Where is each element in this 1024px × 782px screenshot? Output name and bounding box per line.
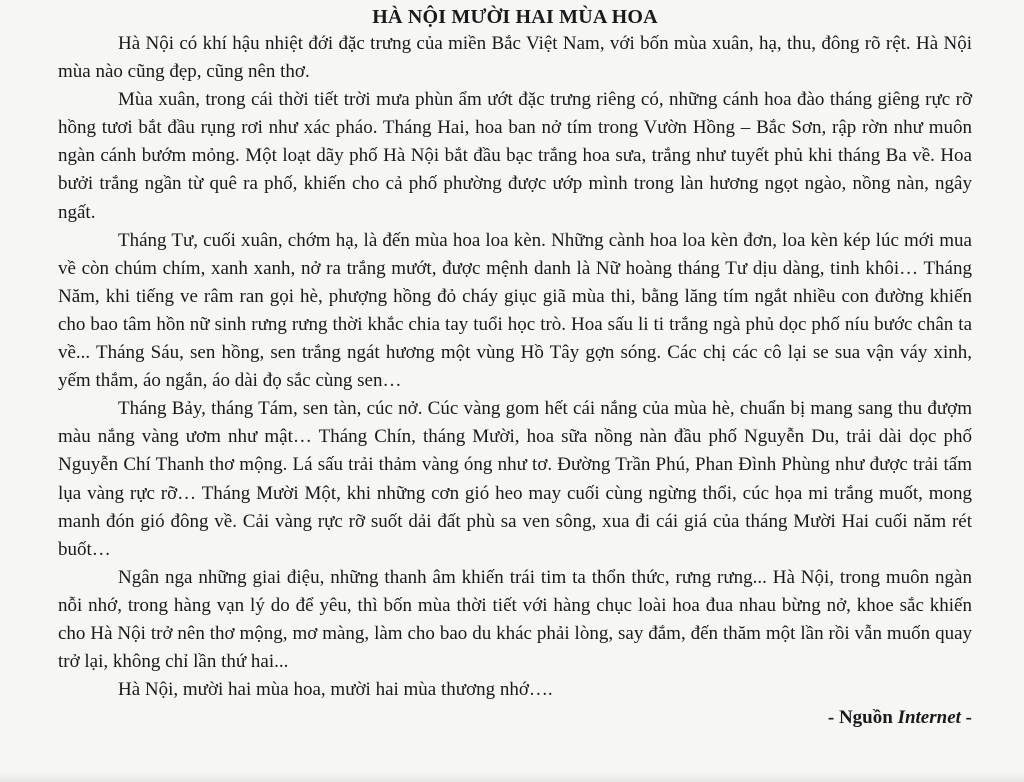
document-title: HÀ NỘI MƯỜI HAI MÙA HOA (372, 6, 658, 28)
source-prefix: - Nguồn (827, 707, 898, 729)
paragraph-1: Hà Nội có khí hậu nhiệt đới đặc trưng của miền Bắc Việt Nam, với bốn mùa xuân, hạ, thu, đông rõ rệt. Hà Nội mùa nào cũng đẹp, cũng nên thơ. (58, 33, 972, 83)
source-credit (58, 704, 972, 732)
document-body (58, 4, 972, 732)
source-emphasis: Internet (897, 707, 961, 729)
page-bottom-edge (0, 772, 1024, 782)
paragraph-3: Tháng Tư, cuối xuân, chớm hạ, là đến mùa hoa loa kèn. Những cành hoa loa kèn đơn, loa kèn kép lúc mới mua về còn chúm chím, xanh xanh, nở ra trắng mướt, được mệnh danh là Nữ hoàng tháng Tư dịu dàng, tinh khôi… Tháng Năm, khi tiếng ve râm ran gọi hè, phượng hồng đỏ cháy giục giã mùa thi, bằng lăng tím ngắt nhiều con đường khiến cho bao tâm hồn nữ sinh rưng rưng thời khắc chia tay tuổi học trò. Hoa sấu li ti trắng ngà phủ dọc phố níu bước chân ta về... Tháng Sáu, sen hồng, sen trắng ngát hương một vùng Hồ Tây gợn sóng. Các chị các cô lại se sua vận váy xinh, yếm thắm, áo ngắn, áo dài đọ sắc cùng sen… (58, 229, 972, 392)
paragraph-4: Tháng Bảy, tháng Tám, sen tàn, cúc nở. Cúc vàng gom hết cái nắng của mùa hè, chuẩn bị mang sang thu đượm màu nắng vàng ươm như mật… Tháng Chín, tháng Mười, hoa sữa nồng nàn đầu phố Nguyễn Du, trải dài dọc phố Nguyễn Chí Thanh thơ mộng. Lá sấu trải thảm vàng óng như tơ. Đường Trần Phú, Phan Đình Phùng như được trải tấm lụa vàng rực rỡ… Tháng Mười Một, khi những cơn gió heo may cuối cùng ngừng thổi, cúc họa mi trắng muốt, mong manh đón gió đông về. Cải vàng rực rỡ suốt dải đất phù sa ven sông, xua đi cái giá của tháng Mười Hai cuối năm rét buốt… (58, 398, 972, 560)
paragraph-6: Hà Nội, mười hai mùa hoa, mười hai mùa thương nhớ…. (118, 679, 553, 701)
paragraph-2: Mùa xuân, trong cái thời tiết trời mưa phùn ẩm ướt đặc trưng riêng có, những cánh hoa đào tháng giêng rực rỡ hồng tươi bắt đầu rụng rơi như xác pháo. Tháng Hai, hoa ban nở tím trong Vườn Hồng – Bắc Sơn, rập rờn như muôn ngàn cánh bướm mỏng. Một loạt dãy phố Hà Nội bắt đầu bạc trắng hoa sưa, trắng như tuyết phủ khi tháng Ba về. Hoa bưởi trắng ngần từ quê ra phố, khiến cho cả phố phường được ướp mình trong làn hương ngọt ngào, nồng nàn, ngây ngất. (58, 89, 972, 223)
source-suffix: - (960, 707, 972, 729)
paragraph-5: Ngân nga những giai điệu, những thanh âm khiến trái tim ta thổn thức, rưng rưng... Hà Nội, trong muôn ngàn nỗi nhớ, trong hàng vạn lý do để yêu, thì bốn mùa thời tiết với hàng chục loài hoa đua nhau bừng nở, khoe sắc khiến cho Hà Nội trở nên thơ mộng, mơ màng, làm cho bao du khác phải lòng, say đắm, đến thăm một lần rồi vẫn muốn quay trở lại, không chỉ lần thứ hai... (58, 566, 972, 673)
